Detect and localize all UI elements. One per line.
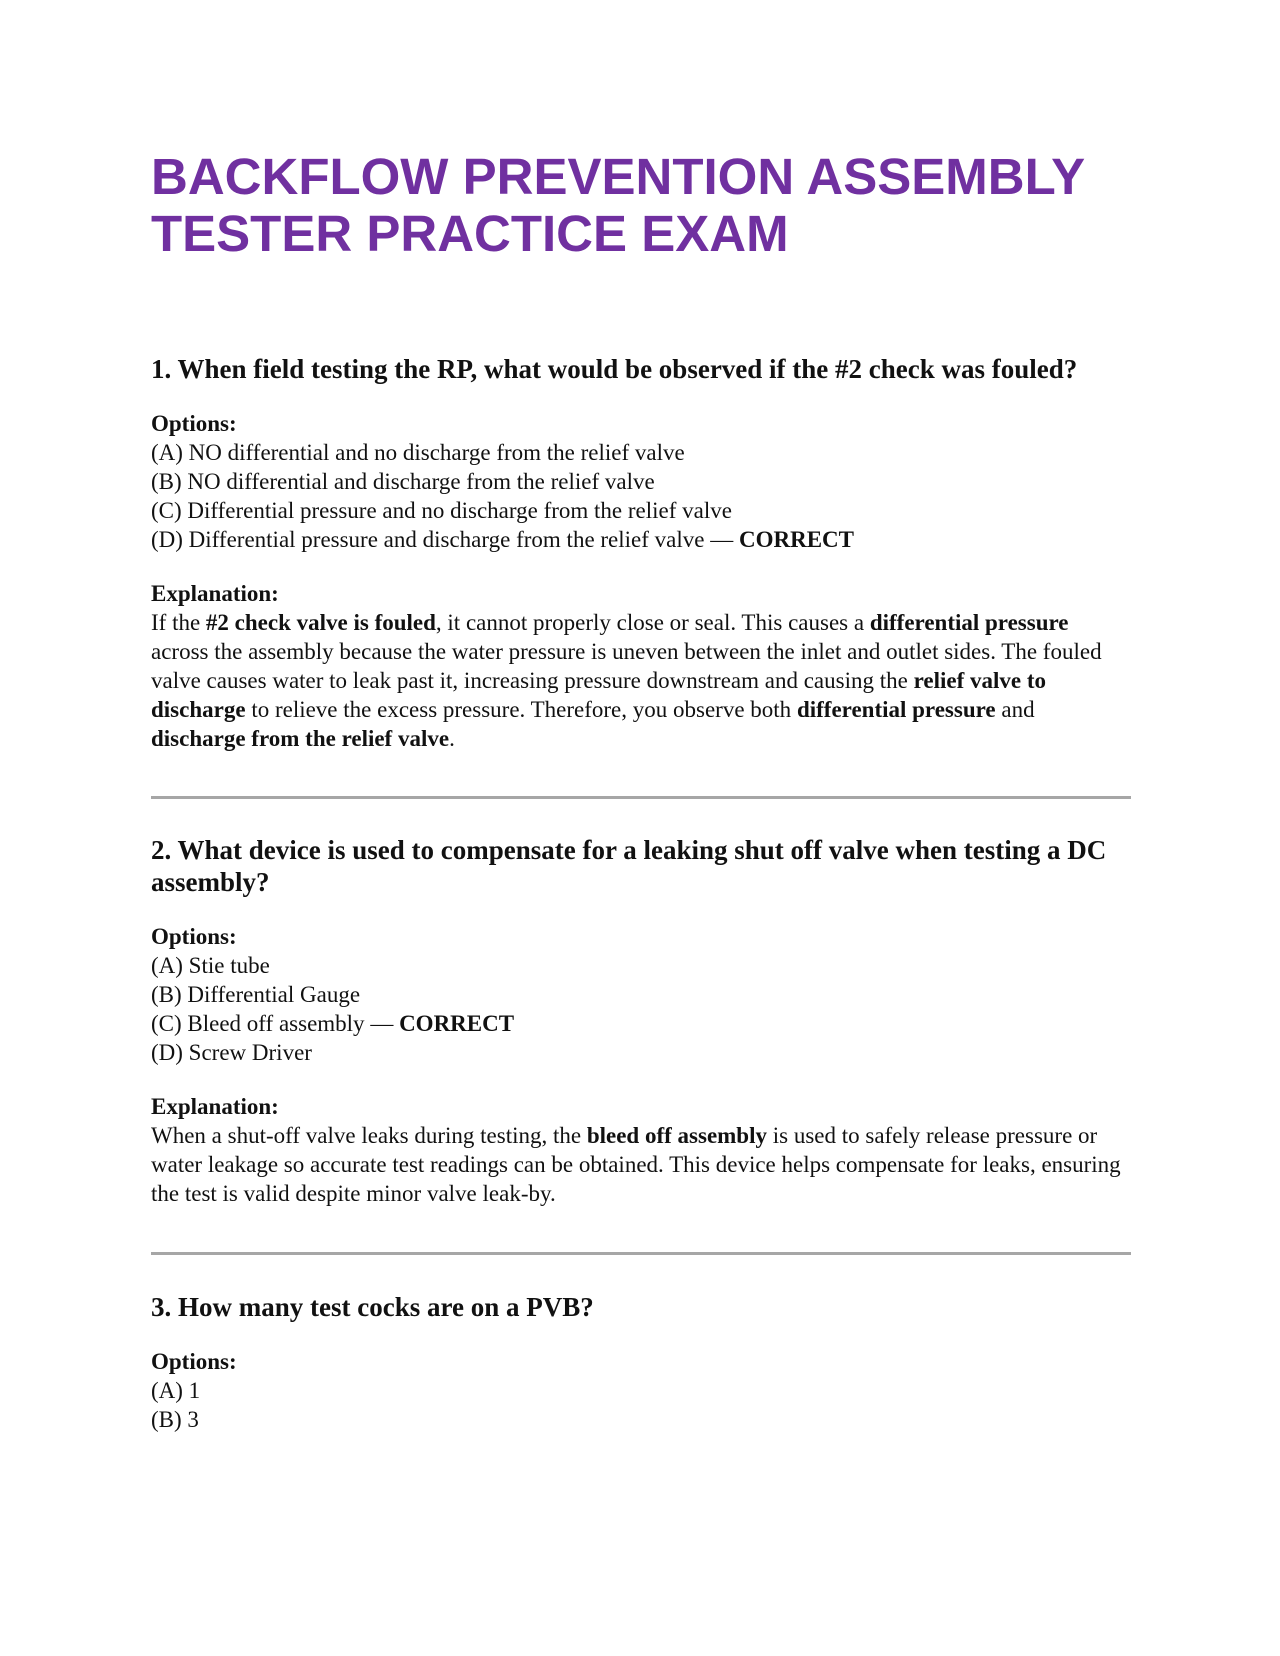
explanation-emphasis: relief valve to discharge bbox=[151, 668, 1046, 722]
explanation-text bbox=[151, 1121, 1131, 1208]
explanation-emphasis: #2 check valve is fouled bbox=[205, 610, 436, 635]
option-text: (B) Differential Gauge bbox=[151, 982, 361, 1007]
title-line-1: BACKFLOW PREVENTION ASSEMBLY bbox=[151, 148, 1086, 205]
explanation-emphasis: differential pressure bbox=[796, 697, 996, 722]
options-list bbox=[151, 438, 1131, 554]
correct-badge: CORRECT bbox=[399, 1011, 515, 1036]
explanation-run: , it cannot properly close or seal. This causes a bbox=[435, 610, 870, 635]
option-text: (A) NO differential and no discharge from the relief valve bbox=[151, 440, 685, 465]
explanation-run: and bbox=[995, 697, 1035, 722]
question-2 bbox=[151, 834, 1131, 1208]
correct-separator: — bbox=[364, 1011, 400, 1036]
option-text: (C) Differential pressure and no discharge from the relief valve bbox=[151, 498, 732, 523]
explanation-run: is used to safely release pressure or water leakage so accurate test readings can be obtained. This device helps compensate for leaks, ensuring the test is valid despite minor valve leak-by. bbox=[151, 1123, 1121, 1206]
explanation-run: . bbox=[449, 726, 455, 751]
option-item bbox=[151, 980, 1131, 1009]
explanation-run: When a shut-off valve leaks during testing, the bbox=[151, 1123, 587, 1148]
option-item bbox=[151, 467, 1131, 496]
option-text: (B) NO differential and discharge from the relief valve bbox=[151, 469, 655, 494]
option-item bbox=[151, 1009, 1131, 1038]
option-text: (A) Stie tube bbox=[151, 953, 270, 978]
options-label: Options: bbox=[151, 924, 237, 949]
option-item bbox=[151, 525, 1131, 554]
option-text: (D) Differential pressure and discharge from the relief valve bbox=[151, 527, 705, 552]
question-3 bbox=[151, 1291, 1131, 1434]
section-divider bbox=[151, 1252, 1131, 1255]
options-list bbox=[151, 951, 1131, 1067]
document-title bbox=[151, 148, 1131, 262]
option-text: (B) 3 bbox=[151, 1407, 199, 1432]
correct-badge: CORRECT bbox=[738, 527, 854, 552]
option-item bbox=[151, 496, 1131, 525]
correct-separator: — bbox=[704, 527, 739, 552]
explanation-emphasis: discharge from the relief valve bbox=[151, 726, 450, 751]
option-text: (C) Bleed off assembly bbox=[151, 1011, 365, 1036]
section-divider bbox=[151, 796, 1131, 799]
options-list bbox=[151, 1376, 1131, 1434]
option-item bbox=[151, 951, 1131, 980]
question-1 bbox=[151, 353, 1131, 753]
question-heading: 2. What device is used to compensate for a leaking shut off valve when testing a DC assembly? bbox=[151, 835, 1107, 897]
option-item bbox=[151, 1376, 1131, 1405]
explanation-emphasis: bleed off assembly bbox=[586, 1123, 767, 1148]
document-content bbox=[151, 148, 1131, 1434]
explanation-run: to relieve the excess pressure. Therefore, you observe both bbox=[245, 697, 797, 722]
option-item bbox=[151, 1405, 1131, 1434]
explanation-run: If the bbox=[151, 610, 206, 635]
option-item bbox=[151, 1038, 1131, 1067]
options-label: Options: bbox=[151, 411, 237, 436]
explanation-text bbox=[151, 608, 1131, 753]
option-item bbox=[151, 438, 1131, 467]
question-heading: 3. How many test cocks are on a PVB? bbox=[151, 1292, 594, 1322]
option-text: (D) Screw Driver bbox=[151, 1040, 312, 1065]
explanation-label: Explanation: bbox=[151, 1094, 279, 1119]
explanation-emphasis: differential pressure bbox=[869, 610, 1069, 635]
explanation-label: Explanation: bbox=[151, 581, 279, 606]
options-label: Options: bbox=[151, 1349, 237, 1374]
explanation-run: across the assembly because the water pressure is uneven between the inlet and outlet sides. The fouled valve causes water to leak past it, increasing pressure downstream and causing the bbox=[151, 639, 1102, 693]
title-line-2: TESTER PRACTICE EXAM bbox=[151, 205, 789, 262]
question-heading: 1. When field testing the RP, what would be observed if the #2 check was fouled? bbox=[151, 354, 1078, 384]
option-text: (A) 1 bbox=[151, 1378, 201, 1403]
